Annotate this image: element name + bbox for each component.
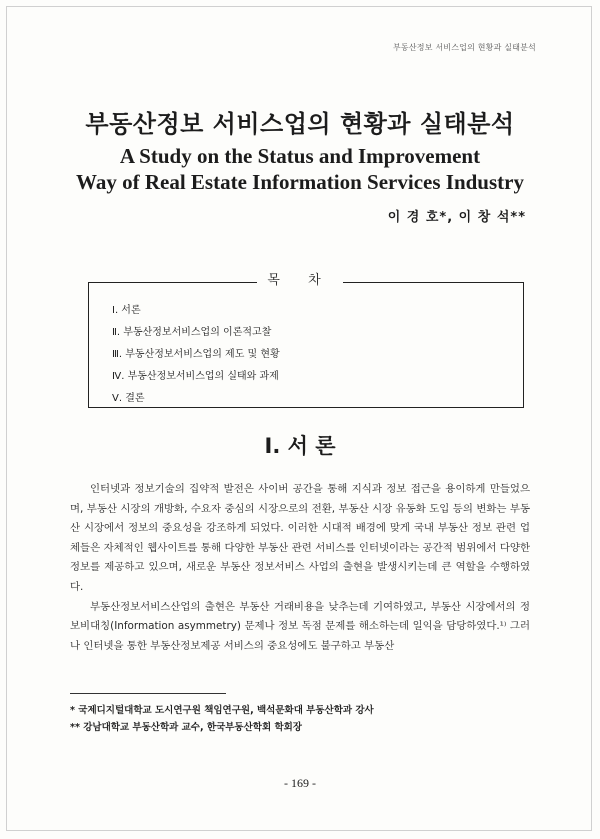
toc-item: Ⅱ. 부동산정보서비스업의 이론적고찰 bbox=[112, 327, 272, 338]
toc-item: Ⅰ. 서론 bbox=[112, 305, 141, 316]
page-number: - 169 - bbox=[284, 776, 316, 790]
running-header: 부동산정보 서비스업의 현황과 실태분석 bbox=[392, 43, 536, 52]
section-heading: Ⅰ. 서 론 bbox=[264, 434, 336, 458]
paragraph: 부동산정보서비스산업의 출현은 부동산 거래비용을 낮추는데 기여하였고, 부동산 시장에서의 정보비대칭(Information asymmetry) 문제나 정보 독점 문제를 해소하는데 일익을 담당하였다.¹⁾ 그러나 인터넷을 통한 부동산정보제공 서비스의 중요성에도 불구하고 부동산 bbox=[70, 600, 530, 652]
toc-item: Ⅴ. 결론 bbox=[112, 393, 145, 404]
footnote: ** 강남대학교 부동산학과 교수, 한국부동산학회 학회장 bbox=[70, 722, 302, 733]
footnote-rule bbox=[70, 693, 226, 694]
toc-heading bbox=[0, 269, 600, 288]
korean-title: 부동산정보 서비스업의 현황과 실태분석 bbox=[85, 110, 515, 138]
body-text bbox=[70, 480, 530, 656]
english-title bbox=[0, 143, 600, 195]
paragraph: 인터넷과 정보기술의 집약적 발전은 사이버 공간을 통해 지식과 정보 접근을 용이하게 만들었으며, 부동산 시장의 개방화, 수요자 중심의 시장으로의 전환, 부동산 시장 유동화 도입 등의 변화는 부동산 시장에서 정보의 중요성을 강조하게 되었다. 이러한 시대적 배경에 맞게 국내 부동산 정보 관련 업체들은 자체적인 웹사이트를 통해 다양한 부동산 관련 서비스를 인터넷이라는 공간적 범위에서 다양한 정보를 제공하고 있으며, 새로운 부동산 정보서비스 사업의 출현을 발생시키는데 큰 역할을 수행하였다. bbox=[70, 483, 530, 593]
toc-item: Ⅳ. 부동산정보서비스업의 실태와 과제 bbox=[112, 371, 279, 382]
toc-heading-text: 목 차 bbox=[267, 273, 333, 288]
footnote: * 국제디지털대학교 도시연구원 책임연구원, 백석문화대 부동산학과 강사 bbox=[70, 705, 374, 716]
english-title-line-1: A Study on the Status and Improvement bbox=[119, 144, 481, 168]
footnotes bbox=[70, 702, 374, 736]
english-title-line-2: Way of Real Estate Information Services Industry bbox=[76, 170, 524, 194]
authors: 이 경 호*, 이 창 석** bbox=[387, 210, 526, 225]
toc-list bbox=[112, 300, 280, 410]
toc-heading-label bbox=[257, 273, 342, 288]
toc-item: Ⅲ. 부동산정보서비스업의 제도 및 현황 bbox=[112, 349, 280, 360]
